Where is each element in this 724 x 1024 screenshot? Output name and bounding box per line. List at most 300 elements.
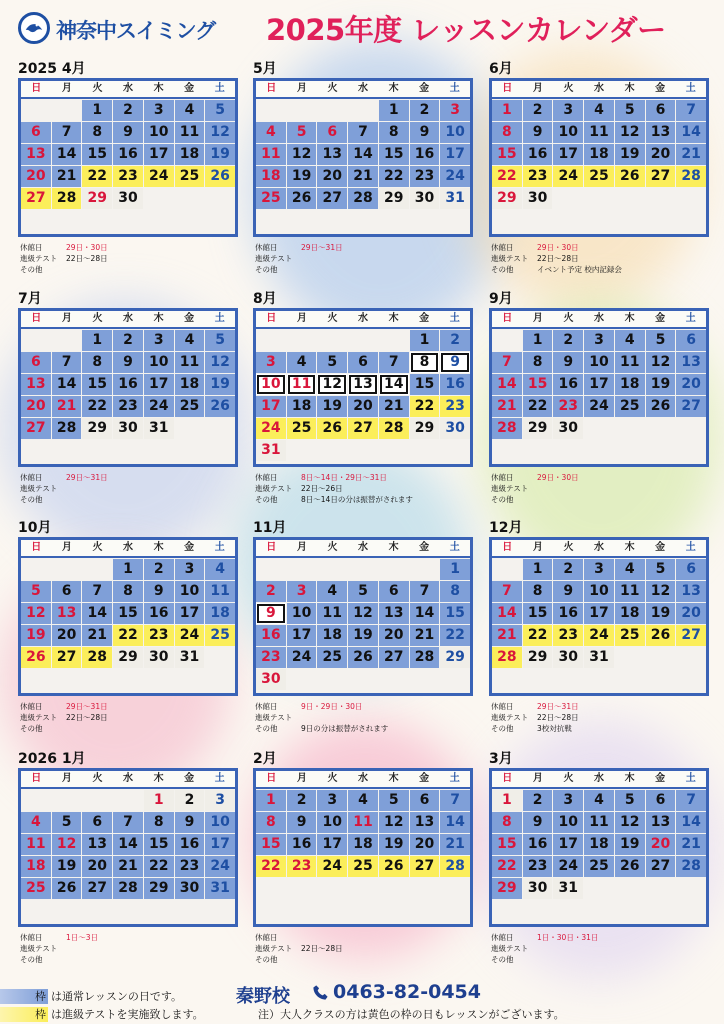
note-label: 休館日 <box>20 702 43 711</box>
day-cell: 27 <box>646 166 676 187</box>
day-cell: 26 <box>317 418 347 439</box>
note-row-other <box>491 264 711 275</box>
weekday-label: 月 <box>61 83 72 94</box>
day-cell: 23 <box>410 166 440 187</box>
week-row <box>492 418 706 439</box>
day-cell: 15 <box>82 374 112 395</box>
month-label: 12月 <box>489 520 523 536</box>
day-cell: 11 <box>584 122 614 143</box>
day-cell: 29 <box>82 418 112 439</box>
day-cell <box>676 440 706 461</box>
day-cell <box>523 440 553 461</box>
phone-icon <box>312 984 329 1001</box>
note-label: その他 <box>255 955 278 964</box>
day-cell <box>113 210 143 231</box>
day-cell: 16 <box>287 834 317 855</box>
week-row <box>256 418 470 439</box>
weekday-label: 水 <box>594 773 605 784</box>
day-cell: 3 <box>584 330 614 351</box>
day-cell <box>52 100 82 121</box>
day-cell: 11 <box>175 352 205 373</box>
day-cell: 24 <box>440 166 470 187</box>
day-cell: 3 <box>287 581 317 602</box>
weekday-label: 土 <box>449 313 460 324</box>
week-row <box>21 669 235 690</box>
day-cell <box>52 790 82 811</box>
weekday-label: 木 <box>388 542 399 553</box>
day-cell: 21 <box>52 396 82 417</box>
day-cell: 26 <box>646 396 676 417</box>
day-cell <box>348 210 378 231</box>
day-cell: 25 <box>21 878 51 899</box>
weekday-label: 金 <box>655 542 666 553</box>
month-label: 8月 <box>253 291 277 307</box>
day-cell: 27 <box>21 188 51 209</box>
day-cell <box>584 188 614 209</box>
day-cell: 6 <box>676 559 706 580</box>
day-cell: 9 <box>523 122 553 143</box>
day-cell: 9 <box>113 352 143 373</box>
day-cell: 30 <box>410 188 440 209</box>
weekday-label: 火 <box>563 83 574 94</box>
day-cell: 6 <box>82 812 112 833</box>
day-cell: 26 <box>52 878 82 899</box>
week-row <box>256 856 470 877</box>
note-value: イベント予定 校内記録会 <box>537 265 622 274</box>
weekday-label: 水 <box>123 83 134 94</box>
month-grid <box>18 78 238 237</box>
day-cell <box>615 647 645 668</box>
day-cell: 6 <box>21 122 51 143</box>
month-label: 9月 <box>489 291 513 307</box>
week-row <box>492 352 706 373</box>
week-row <box>256 878 470 899</box>
note-row-test <box>255 253 475 264</box>
day-cell: 6 <box>348 352 378 373</box>
day-cell: 8 <box>82 352 112 373</box>
day-cell: 6 <box>646 790 676 811</box>
day-cell: 4 <box>615 559 645 580</box>
day-cell <box>175 900 205 921</box>
day-cell <box>52 330 82 351</box>
weekday-label: 月 <box>296 313 307 324</box>
day-cell <box>348 100 378 121</box>
day-cell <box>256 210 286 231</box>
day-cell <box>287 559 317 580</box>
weekday-label: 月 <box>296 83 307 94</box>
note-label: その他 <box>491 724 514 733</box>
day-cell: 2 <box>553 330 583 351</box>
day-cell: 10 <box>553 812 583 833</box>
day-cell <box>144 669 174 690</box>
day-cell: 15 <box>82 144 112 165</box>
day-cell: 25 <box>584 856 614 877</box>
day-cell <box>676 878 706 899</box>
week-row <box>256 352 470 373</box>
note-value: 22日～28日 <box>301 944 343 953</box>
month-grid <box>18 308 238 467</box>
week-row <box>256 188 470 209</box>
day-cell <box>379 440 409 461</box>
day-cell: 6 <box>52 581 82 602</box>
weekday-header <box>492 81 706 99</box>
note-label: その他 <box>255 265 278 274</box>
note-row-other <box>255 723 475 734</box>
weekday-label: 火 <box>327 773 338 784</box>
weekday-header <box>256 771 470 789</box>
day-cell <box>21 210 51 231</box>
day-cell <box>646 900 676 921</box>
day-cell: 8 <box>82 122 112 143</box>
day-cell: 13 <box>82 834 112 855</box>
weekday-label: 金 <box>184 542 195 553</box>
weekday-label: 土 <box>449 542 460 553</box>
day-cell: 4 <box>584 790 614 811</box>
day-cell: 24 <box>584 396 614 417</box>
logo-icon <box>18 12 50 44</box>
note-label: 休館日 <box>491 243 514 252</box>
day-cell: 18 <box>175 144 205 165</box>
day-cell <box>144 440 174 461</box>
day-cell: 13 <box>676 352 706 373</box>
day-cell: 17 <box>440 144 470 165</box>
day-cell <box>287 330 317 351</box>
day-cell <box>440 900 470 921</box>
note-row-test <box>20 712 240 723</box>
day-cell <box>113 440 143 461</box>
day-cell: 9 <box>410 122 440 143</box>
week-row <box>256 581 470 602</box>
note-label: 休館日 <box>491 702 514 711</box>
week-row <box>256 834 470 855</box>
note-row-test <box>255 483 475 494</box>
day-cell: 28 <box>52 188 82 209</box>
day-cell: 26 <box>615 166 645 187</box>
day-cell <box>21 790 51 811</box>
day-cell: 17 <box>584 374 614 395</box>
phone-number[interactable] <box>312 981 481 1003</box>
day-cell: 4 <box>615 330 645 351</box>
day-cell: 3 <box>205 790 235 811</box>
day-cell <box>287 440 317 461</box>
week-row <box>21 330 235 351</box>
month-notes <box>20 932 240 965</box>
day-cell: 14 <box>113 834 143 855</box>
week-row <box>21 581 235 602</box>
week-row <box>21 440 235 461</box>
day-cell <box>113 669 143 690</box>
note-value: 22日～28日 <box>66 713 108 722</box>
day-cell: 13 <box>317 144 347 165</box>
month-grid <box>253 537 473 696</box>
weekday-header <box>21 771 235 789</box>
day-cell: 27 <box>646 856 676 877</box>
day-cell: 15 <box>492 144 522 165</box>
note-value: 1日～3日 <box>66 933 99 942</box>
week-row <box>21 210 235 231</box>
day-cell <box>492 210 522 231</box>
day-cell: 19 <box>205 144 235 165</box>
day-cell: 15 <box>440 603 470 624</box>
day-cell <box>410 440 440 461</box>
day-cell: 14 <box>492 603 522 624</box>
day-cell: 24 <box>317 856 347 877</box>
week-row <box>492 603 706 624</box>
weekday-header <box>492 771 706 789</box>
day-cell: 23 <box>553 396 583 417</box>
day-cell: 25 <box>584 166 614 187</box>
day-cell: 29 <box>82 188 112 209</box>
weekday-label: 月 <box>532 542 543 553</box>
day-cell: 1 <box>144 790 174 811</box>
day-cell: 23 <box>113 166 143 187</box>
weekday-label: 金 <box>184 313 195 324</box>
day-cell: 3 <box>144 330 174 351</box>
day-cell <box>348 559 378 580</box>
day-cell: 23 <box>113 396 143 417</box>
month-grid <box>253 78 473 237</box>
day-cell <box>175 188 205 209</box>
day-cell: 12 <box>52 834 82 855</box>
weekday-label: 月 <box>532 313 543 324</box>
day-cell: 13 <box>646 122 676 143</box>
day-cell: 6 <box>410 790 440 811</box>
week-row <box>21 418 235 439</box>
day-cell <box>82 440 112 461</box>
day-cell: 21 <box>676 834 706 855</box>
day-cell <box>646 440 676 461</box>
note-label: その他 <box>255 495 278 504</box>
day-cell <box>646 669 676 690</box>
note-row-closed <box>20 242 240 253</box>
day-cell <box>379 900 409 921</box>
day-cell <box>440 669 470 690</box>
day-cell: 19 <box>646 603 676 624</box>
day-cell <box>205 440 235 461</box>
day-cell: 12 <box>348 603 378 624</box>
day-cell: 18 <box>584 144 614 165</box>
day-cell: 22 <box>82 166 112 187</box>
day-cell: 14 <box>379 374 409 395</box>
day-cell <box>21 440 51 461</box>
day-cell <box>584 210 614 231</box>
week-row <box>492 100 706 121</box>
day-cell: 4 <box>287 352 317 373</box>
day-cell: 26 <box>205 396 235 417</box>
weekday-label: 金 <box>419 83 430 94</box>
weekday-label: 金 <box>184 83 195 94</box>
day-cell: 8 <box>379 122 409 143</box>
day-cell <box>82 559 112 580</box>
day-cell: 18 <box>615 374 645 395</box>
day-cell: 7 <box>492 352 522 373</box>
day-cell: 3 <box>440 100 470 121</box>
day-cell: 11 <box>287 374 317 395</box>
day-cell: 21 <box>410 625 440 646</box>
weekday-label: 月 <box>61 542 72 553</box>
day-cell <box>317 330 347 351</box>
day-cell: 16 <box>175 834 205 855</box>
day-cell <box>646 647 676 668</box>
day-cell: 13 <box>21 144 51 165</box>
day-cell: 20 <box>410 834 440 855</box>
day-cell <box>379 210 409 231</box>
day-cell: 18 <box>584 834 614 855</box>
week-row <box>21 559 235 580</box>
day-cell <box>615 878 645 899</box>
note-value: 9日の分は振替がされます <box>301 724 389 733</box>
day-cell: 19 <box>646 374 676 395</box>
day-cell: 19 <box>287 166 317 187</box>
week-row <box>256 647 470 668</box>
note-label: 休館日 <box>20 933 43 942</box>
day-cell: 16 <box>523 834 553 855</box>
day-cell: 13 <box>52 603 82 624</box>
day-cell: 30 <box>523 878 553 899</box>
day-cell: 28 <box>492 418 522 439</box>
day-cell <box>21 669 51 690</box>
weekday-label: 日 <box>31 83 42 94</box>
note-row-test <box>20 253 240 264</box>
day-cell: 25 <box>256 188 286 209</box>
day-cell: 21 <box>82 625 112 646</box>
day-cell: 26 <box>348 647 378 668</box>
weekday-label: 金 <box>655 773 666 784</box>
day-cell <box>175 440 205 461</box>
day-cell <box>523 900 553 921</box>
day-cell: 2 <box>553 559 583 580</box>
note-label: 休館日 <box>255 243 278 252</box>
month-grid <box>253 308 473 467</box>
month-notes <box>491 701 711 734</box>
day-cell: 23 <box>553 625 583 646</box>
day-cell: 23 <box>523 166 553 187</box>
week-row <box>492 878 706 899</box>
day-cell <box>205 418 235 439</box>
day-cell <box>287 210 317 231</box>
weekday-label: 日 <box>266 773 277 784</box>
day-cell: 11 <box>348 812 378 833</box>
day-cell: 26 <box>646 625 676 646</box>
month-label: 5月 <box>253 61 277 77</box>
day-cell: 22 <box>82 396 112 417</box>
note-label: その他 <box>491 265 514 274</box>
day-cell: 18 <box>175 374 205 395</box>
day-cell: 9 <box>553 352 583 373</box>
day-cell: 7 <box>492 581 522 602</box>
day-cell: 23 <box>440 396 470 417</box>
day-cell: 21 <box>492 396 522 417</box>
day-cell: 17 <box>317 834 347 855</box>
week-row <box>256 900 470 921</box>
weekday-header <box>21 540 235 558</box>
weekday-label: 月 <box>296 773 307 784</box>
day-cell: 14 <box>440 812 470 833</box>
day-cell: 5 <box>615 100 645 121</box>
day-cell: 15 <box>523 374 553 395</box>
day-cell: 5 <box>205 100 235 121</box>
day-cell <box>256 100 286 121</box>
note-row-other <box>20 954 240 965</box>
day-cell: 1 <box>113 559 143 580</box>
week-row <box>21 100 235 121</box>
month-notes <box>20 701 240 734</box>
day-cell: 29 <box>410 418 440 439</box>
day-cell <box>348 440 378 461</box>
day-cell <box>553 669 583 690</box>
note-row-other <box>255 494 475 505</box>
day-cell: 18 <box>615 603 645 624</box>
day-cell <box>379 559 409 580</box>
day-cell: 27 <box>82 878 112 899</box>
day-cell: 12 <box>21 603 51 624</box>
day-cell: 9 <box>287 812 317 833</box>
day-cell: 9 <box>256 603 286 624</box>
month-notes <box>255 472 475 505</box>
day-cell: 1 <box>379 100 409 121</box>
day-cell <box>287 669 317 690</box>
note-row-closed <box>255 701 475 712</box>
day-cell: 2 <box>175 790 205 811</box>
day-cell <box>175 418 205 439</box>
month-grid <box>18 768 238 927</box>
note-label: 進級テスト <box>491 254 529 263</box>
weekday-label: 水 <box>594 542 605 553</box>
day-cell: 7 <box>348 122 378 143</box>
day-cell: 9 <box>175 812 205 833</box>
weekday-label: 土 <box>685 83 696 94</box>
day-cell: 4 <box>256 122 286 143</box>
day-cell: 17 <box>584 603 614 624</box>
day-cell <box>21 100 51 121</box>
day-cell: 29 <box>523 647 553 668</box>
day-cell <box>317 878 347 899</box>
day-cell: 25 <box>175 166 205 187</box>
day-cell <box>287 900 317 921</box>
day-cell <box>144 210 174 231</box>
weekday-header <box>256 540 470 558</box>
day-cell <box>256 559 286 580</box>
day-cell: 12 <box>615 122 645 143</box>
week-row <box>492 210 706 231</box>
day-cell: 15 <box>256 834 286 855</box>
day-cell: 20 <box>82 856 112 877</box>
day-cell <box>492 669 522 690</box>
note-row-closed <box>255 242 475 253</box>
legend <box>0 988 204 1024</box>
day-cell <box>615 210 645 231</box>
weekday-label: 火 <box>327 83 338 94</box>
day-cell <box>348 878 378 899</box>
day-cell: 5 <box>615 790 645 811</box>
day-cell: 12 <box>379 812 409 833</box>
weekday-label: 木 <box>153 542 164 553</box>
week-row <box>21 834 235 855</box>
week-row <box>492 144 706 165</box>
day-cell: 28 <box>348 188 378 209</box>
note-row-closed <box>20 701 240 712</box>
day-cell: 14 <box>82 603 112 624</box>
day-cell: 29 <box>379 188 409 209</box>
day-cell: 17 <box>256 396 286 417</box>
weekday-label: 火 <box>92 313 103 324</box>
day-cell: 24 <box>287 647 317 668</box>
weekday-label: 木 <box>624 773 635 784</box>
day-cell: 21 <box>113 856 143 877</box>
footnote: 注）大人クラスの方は黄色の枠の日もレッスンがございます。 <box>258 1008 565 1021</box>
day-cell: 2 <box>410 100 440 121</box>
day-cell <box>553 440 583 461</box>
